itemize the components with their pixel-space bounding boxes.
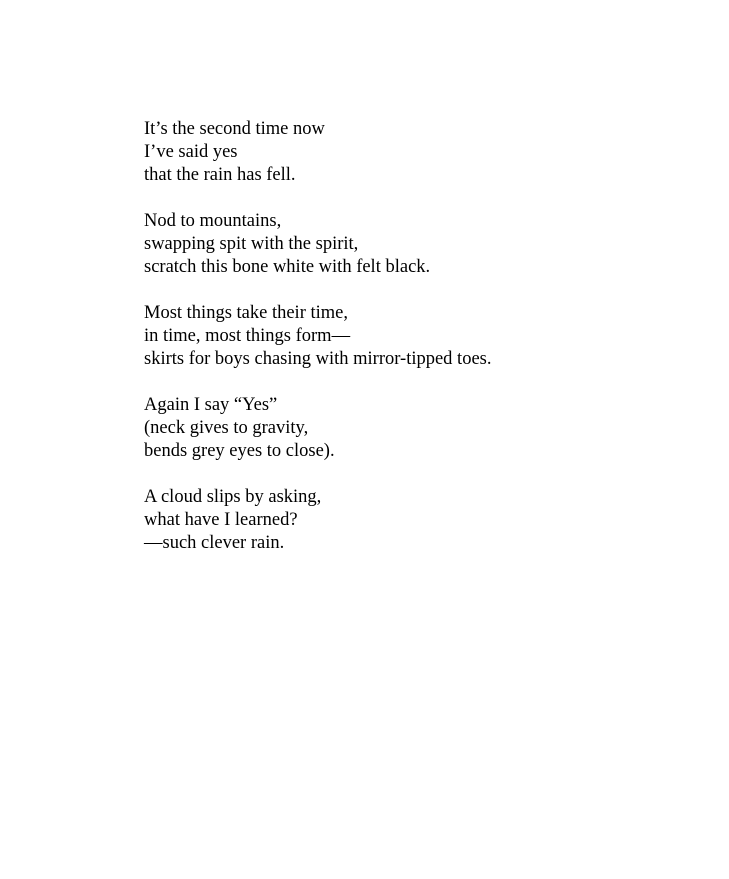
poem-line: —such clever rain. [144,533,285,553]
poem-line: It’s the second time now [144,119,325,139]
stanza-4 [144,394,491,463]
poem-body [144,118,491,578]
stanza-3 [144,302,491,371]
poem-line: what have I learned? [144,510,298,530]
poem-line: Nod to mountains, [144,211,282,231]
poem-line: Again I say “Yes” [144,395,278,415]
poem-line: swapping spit with the spirit, [144,234,359,254]
poem-line: bends grey eyes to close). [144,441,335,461]
stanza-1 [144,118,491,187]
poem-line: that the rain has fell. [144,165,296,185]
poem-line: I’ve said yes [144,142,238,162]
poem-line: skirts for boys chasing with mirror-tipped toes. [144,349,492,369]
poem-line: (neck gives to gravity, [144,418,309,438]
stanza-2 [144,210,491,279]
stanza-5 [144,486,491,555]
poem-line: in time, most things form— [144,326,351,346]
poem-line: scratch this bone white with felt black. [144,257,431,277]
poem-line: A cloud slips by asking, [144,487,322,507]
poem-line: Most things take their time, [144,303,348,323]
